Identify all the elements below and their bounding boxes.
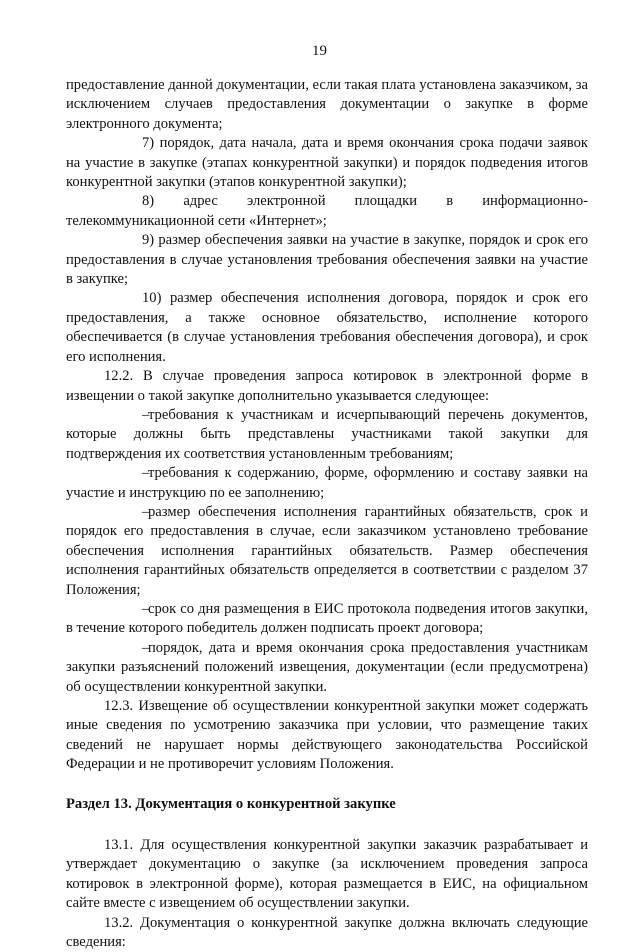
- list-item-7: 7) порядок, дата начала, дата и время окончания срока подачи заявок на участие в закупке (этапах конкурентной закупки) и порядок подведения итогов конкурентной закупки (этапов конкурентной закупки);: [66, 135, 588, 191]
- dash-item-application-content: –требования к содержанию, форме, оформлению и составу заявки на участие и инструкцию по ее заполнению;: [66, 465, 588, 501]
- list-item-8: 8) адрес электронной площадки в информационно-телекоммуникационной сети «Интернет»;: [66, 193, 588, 229]
- paragraph-12-2: 12.2. В случае проведения запроса котировок в электронной форме в извещении о такой закупке дополнительно указывается следующее:: [66, 368, 588, 404]
- dash-item-contract-signing-term: –срок со дня размещения в ЕИС протокола подведения итогов закупки, в течение которого победитель должен подписать проект договора;: [66, 600, 588, 637]
- dash-item-warranty-security: –размер обеспечения исполнения гарантийных обязательств, срок и порядок его предоставления в случае, если заказчиком установлено требование обеспечения исполнения гарантийных обязательств. Размер обеспечения исполнения гарантийных обязательств определяется в соответствии с разделом 37 Положения;: [66, 503, 588, 598]
- paragraph-13-1: 13.1. Для осуществления конкурентной закупки заказчик разрабатывает и утверждает документацию о закупке (за исключением проведения запроса котировок в электронной форме), которая размещается в ЕИС, на официальном сайте вместе с извещением об осуществлении закупки.: [66, 837, 588, 912]
- section-heading: Раздел 13. Документация о конкурентной закупке: [66, 795, 396, 812]
- paragraph-12-3: 12.3. Извещение об осуществлении конкурентной закупки может содержать иные сведения по усмотрению заказчика при условии, что размещение таких сведений не нарушает нормы действующего законодательства Российской Федерации и не противоречит условиям Положения.: [66, 698, 588, 773]
- list-item-10: 10) размер обеспечения исполнения договора, порядок и срок его предоставления, а также основное обязательство, исполнение которого обеспечивается (в случае установления требования обеспечения договора), и срок его исполнения.: [66, 290, 588, 365]
- dash-item-clarifications: –порядок, дата и время окончания срока предоставления участникам закупки разъяснений положений извещения, документации (если предусмотрена) об осуществлении конкурентной закупки.: [66, 639, 588, 695]
- dash-item-requirements: –требования к участникам и исчерпывающий перечень документов, которые должны быть представлены участниками такой закупки для подтверждения их соответствия установленным требованиям;: [66, 406, 588, 462]
- paragraph-continuation: предоставление данной документации, если такая плата установлена заказчиком, за исключением случаев предоставления документации о закупке в форме электронного документа;: [66, 77, 588, 132]
- page-number: 19: [312, 43, 327, 59]
- paragraph-13-2: 13.2. Документация о конкурентной закупке должна включать следующие сведения:: [66, 914, 588, 951]
- document-body: [66, 76, 588, 952]
- list-item-9: 9) размер обеспечения заявки на участие в закупке, порядок и срок его предоставления в случае установления требования обеспечения заявки на участие в закупке;: [66, 232, 588, 288]
